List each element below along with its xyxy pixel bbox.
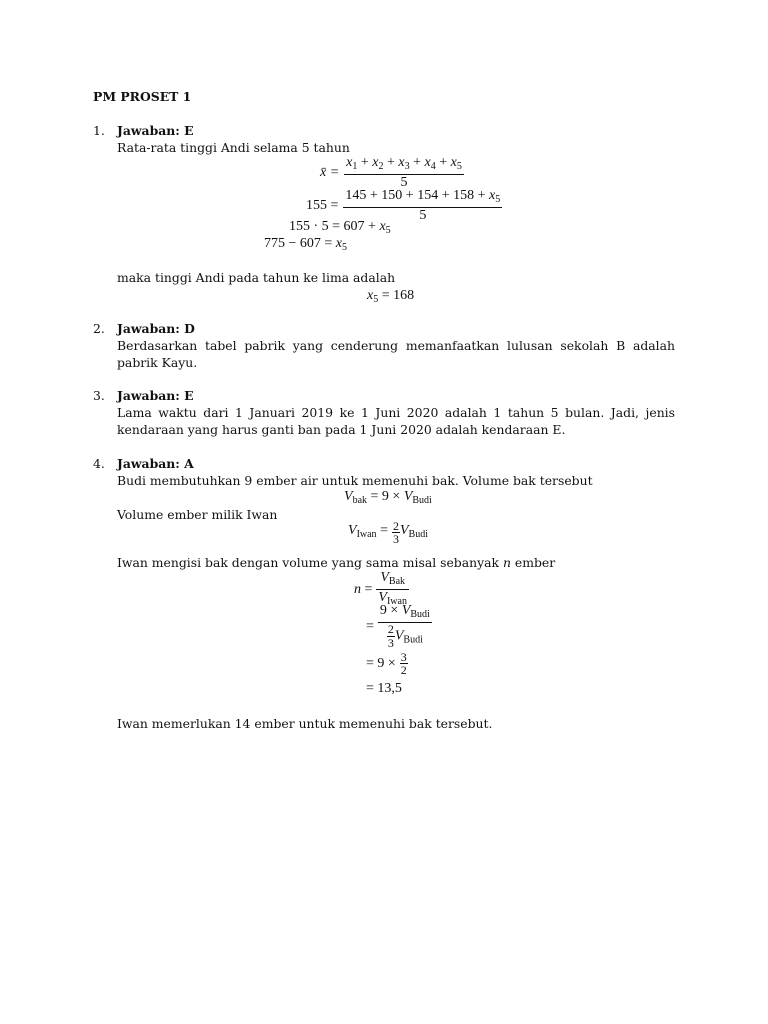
question-1-conclusion: maka tinggi Andi pada tahun ke lima adalah	[117, 270, 396, 285]
q1-eq1-numerator: $x_1 + x_2 + x_3 + x_4 + x_5$	[346, 155, 462, 172]
q4-viwan-fraction	[392, 520, 400, 545]
q4-step2-inner-den: 3	[387, 636, 394, 650]
q4-viwan-num: 2	[392, 519, 399, 533]
q1-eq1-denominator: 5	[344, 174, 464, 190]
question-2-number: 2.	[93, 321, 105, 336]
q4-step2-fraction	[378, 603, 432, 650]
q4-step2-inner-num: 2	[387, 622, 394, 636]
q4-n-den: $V_{Iwan}$	[378, 590, 407, 607]
q4-step2-den: $\frac{2}{3}$ $V_{Budi}$	[378, 622, 432, 650]
q4-n-num: $V_{Bak}$	[380, 570, 406, 587]
q4-vbak-equation: $V_{bak} = 9 \times V_{Budi}$	[344, 489, 432, 506]
q1-eq4: $775 - 607 = x_5$	[264, 236, 348, 253]
q4-step3-prefix: = 9 ×	[366, 656, 396, 671]
q4-step2-equals: =	[366, 619, 374, 634]
q4-step3-den: 2	[400, 663, 407, 677]
q4-step3-equation	[366, 651, 408, 676]
q1-eq1-fraction	[344, 155, 464, 190]
q4-step2-equation	[366, 603, 432, 650]
q4-step3-fraction	[400, 651, 408, 676]
q4-step3-num: 3	[400, 650, 407, 664]
question-4-intro: Budi membutuhkan 9 ember air untuk memenuhi bak. Volume bak tersebut	[117, 473, 593, 488]
question-4-number: 4.	[93, 456, 105, 471]
q1-mean-equation	[320, 155, 464, 190]
question-4-answer: Jawaban: A	[117, 456, 194, 471]
question-3-answer: Jawaban: E	[117, 388, 194, 403]
question-4-n-line: Iwan mengisi bak dengan volume yang sama misal sebanyak n ember	[117, 555, 556, 570]
q1-eq2-lhs: 155 =	[306, 198, 339, 213]
q1-eq5: $x_5 = 168$	[367, 288, 415, 305]
q1-eq3: $155 \cdot 5 = 607 + x_5$	[289, 219, 391, 236]
q4-step2-num: $9 \times V_{Budi}$	[379, 603, 430, 620]
q4-viwan-rhs: $V_{Budi}$	[399, 523, 428, 540]
page-title: PM PROSET 1	[93, 89, 192, 104]
question-4-conclusion: Iwan memerlukan 14 ember untuk memenuhi bak tersebut.	[117, 716, 493, 731]
question-3-explanation: Lama waktu dari 1 Januari 2019 ke 1 Juni 2020 adalah 1 tahun 5 bulan. Jadi, jenis kendaraan yang harus ganti ban pada 1 Juni 2020 adalah kendaraan E.	[117, 405, 675, 437]
question-1-answer: Jawaban: E	[117, 123, 194, 138]
q4-n-lhs: n =	[354, 582, 373, 597]
question-3-number: 3.	[93, 388, 105, 403]
q1-eq2-denominator: 5	[343, 207, 502, 223]
q4-step2-inner-fraction	[387, 623, 395, 650]
question-1-number: 1.	[93, 123, 105, 138]
q4-result: = 13,5	[366, 681, 402, 696]
q4-viwan-den: 3	[392, 532, 399, 546]
question-4-iwan-line: Volume ember milik Iwan	[117, 507, 278, 522]
q4-viwan-lhs: $V_{Iwan}$ =	[348, 523, 388, 540]
question-1-intro: Rata-rata tinggi Andi selama 5 tahun	[117, 140, 350, 155]
q1-eq1-lhs: x̄ =	[320, 165, 340, 180]
q4-viwan-equation	[348, 520, 428, 545]
q1-eq2-numerator: $145 + 150 + 154 + 158 + x_5$	[345, 188, 501, 205]
question-2-explanation: Berdasarkan tabel pabrik yang cenderung memanfaatkan lulusan sekolah B adalah pabrik Kayu.	[117, 338, 675, 370]
question-2-answer: Jawaban: D	[117, 321, 195, 336]
